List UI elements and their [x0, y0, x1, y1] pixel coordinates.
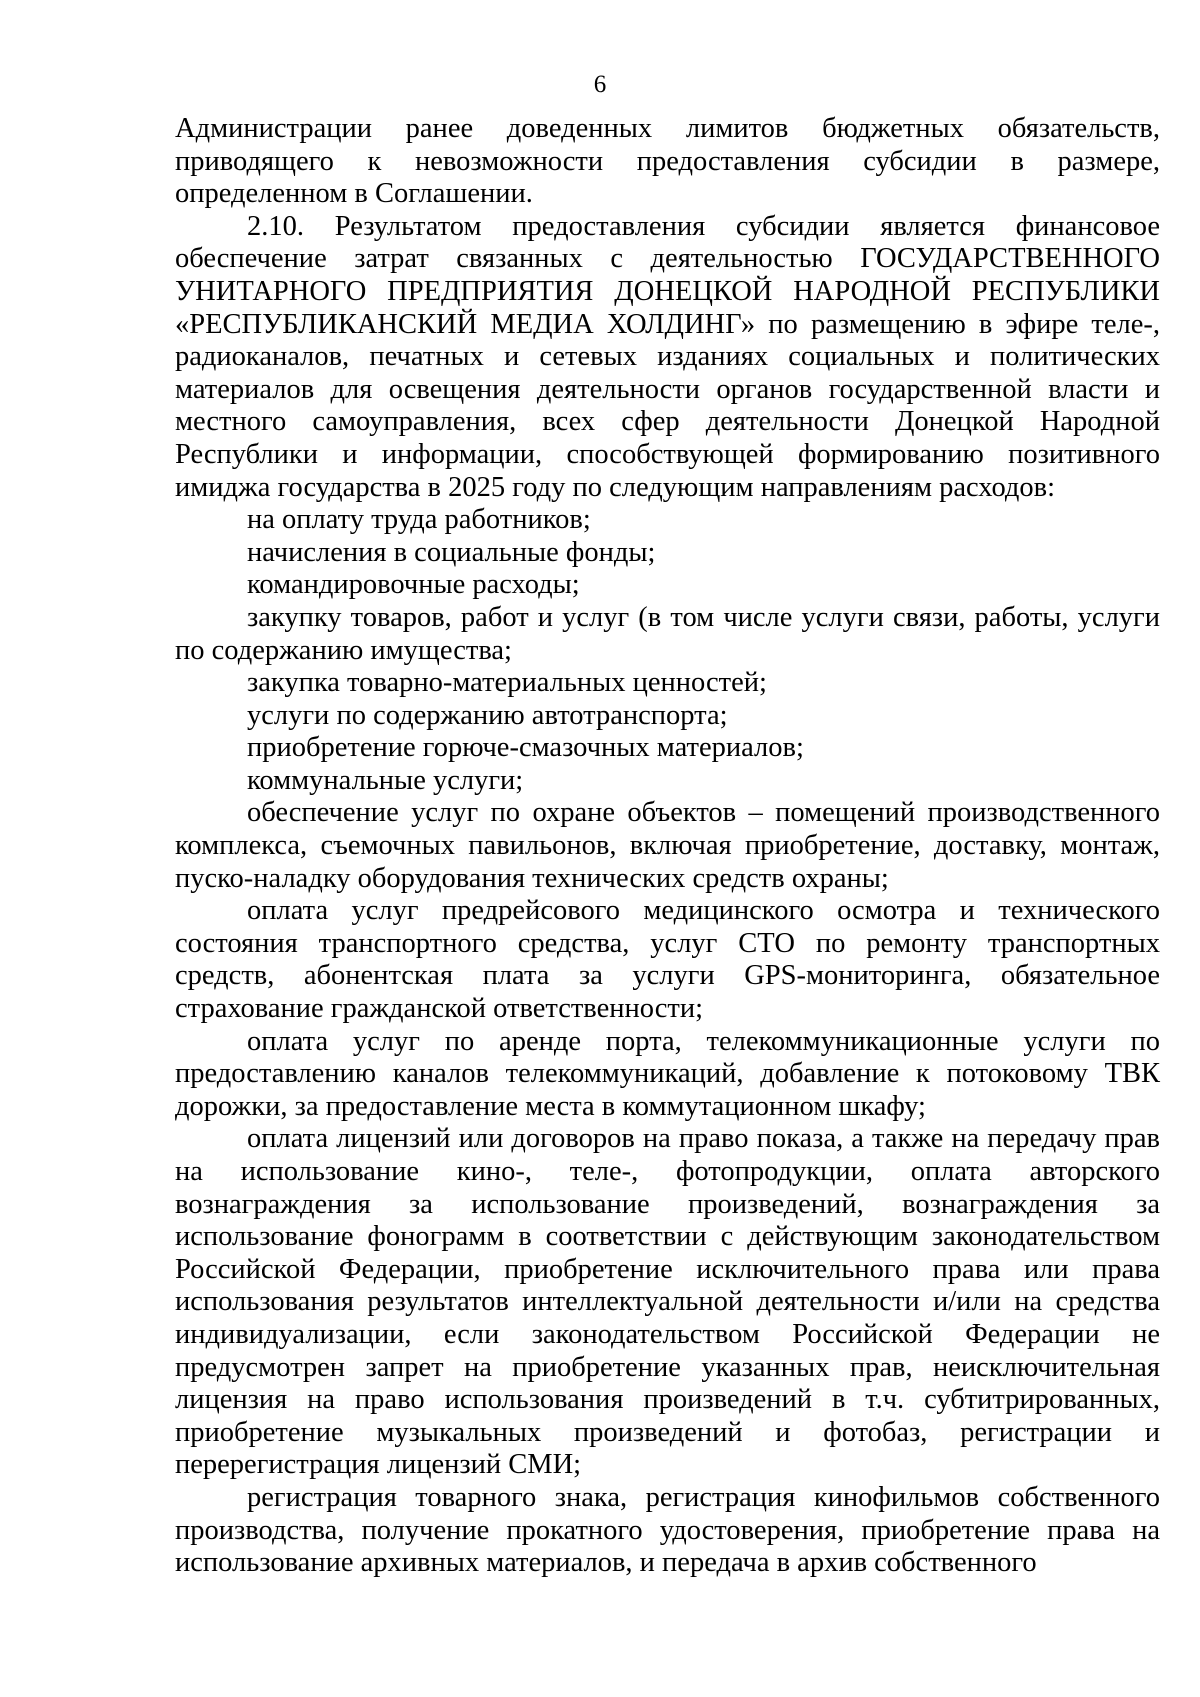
paragraph-continuation: Администрации ранее доведенных лимитов бюджетных обязательств, приводящего к невозможности предоставления субсидии в размере, определенном в Соглашении.	[175, 113, 1160, 210]
list-item-vehicle-services: оплата услуг предрейсового медицинского осмотра и технического состояния транспортного средства, услуг СТО по ремонту транспортных средств, абонентская плата за услуги GPS-мониторинга, обязательное страхование гражданской ответственности;	[175, 895, 1160, 1025]
list-item-procurement: закупку товаров, работ и услуг (в том числе услуги связи, работы, услуги по содержанию имущества;	[175, 601, 1160, 666]
document-body	[175, 113, 1160, 1580]
list-item-telecom: оплата услуг по аренде порта, телекоммуникационные услуги по предоставлению каналов телекоммуникаций, добавление к потоковому ТВК дорожки, за предоставление места в коммутационном шкафу;	[175, 1025, 1160, 1122]
list-item-labor-pay: на оплату труда работников;	[247, 504, 591, 536]
list-item-social-funds: начисления в социальные фонды;	[247, 536, 656, 568]
list-item-travel-expenses: командировочные расходы;	[247, 569, 580, 601]
list-item-materials: закупка товарно-материальных ценностей;	[247, 667, 767, 699]
list-item-security-services: обеспечение услуг по охране объектов – помещений производственного комплекса, съемочных павильонов, включая приобретение, доставку, монтаж, пуско-наладку оборудования технических средств охраны;	[175, 797, 1160, 894]
list-item-licenses: оплата лицензий или договоров на право показа, а также на передачу прав на использование кино-, теле-, фотопродукции, оплата авторского вознаграждения за использование произведений, вознаграждения за использование фонограмм в соответствии с действующим законодательством Российской Федерации, приобретение исключительного права или права использования результатов интеллектуальной деятельности и/или на средства индивидуализации, если законодательством Российской Федерации не предусмотрен запрет на приобретение указанных прав, неисключительная лицензия на право использования произведений в т.ч. субтитрированных, приобретение музыкальных произведений и фотобаз, регистрации и перерегистрация лицензий СМИ;	[175, 1123, 1160, 1481]
list-item-trademark-registration: регистрация товарного знака, регистрация кинофильмов собственного производства, получение прокатного удостоверения, приобретение права на использование архивных материалов, и передача в архив собственного	[175, 1481, 1160, 1579]
list-item-vehicle-maintenance: услуги по содержанию автотранспорта;	[247, 699, 728, 731]
page-number: 6	[593, 71, 607, 98]
list-item-utilities: коммунальные услуги;	[247, 764, 524, 796]
paragraph-2-10-result: 2.10. Результатом предоставления субсидии является финансовое обеспечение затрат связанных с деятельностью ГОСУДАРСТВЕННОГО УНИТАРНОГО ПРЕДПРИЯТИЯ ДОНЕЦКОЙ НАРОДНОЙ РЕСПУБЛИКИ «РЕСПУБЛИКАНСКИЙ МЕДИА ХОЛДИНГ» по размещению в эфире теле-, радиоканалов, печатных и сетевых изданиях социальных и политических материалов для освещения деятельности органов государственной власти и местного самоуправления, всех сфер деятельности Донецкой Народной Республики и информации, способствующей формированию позитивного имиджа государства в 2025 году по следующим направлениям расходов:	[175, 210, 1160, 503]
list-item-fuel: приобретение горюче-смазочных материалов;	[247, 732, 804, 764]
